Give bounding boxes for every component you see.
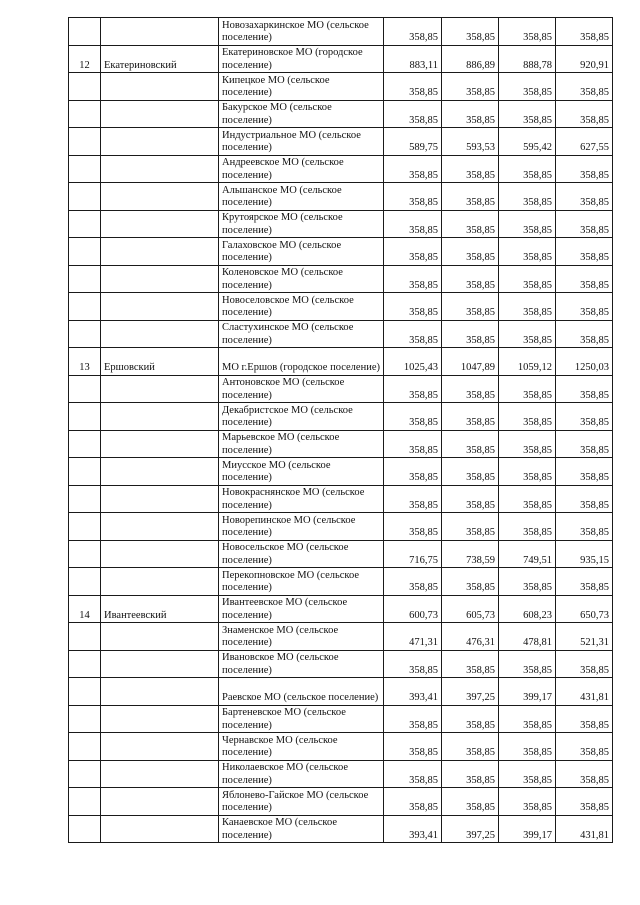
value-cell-2: 358,85 <box>442 760 499 788</box>
value-cell-1: 471,31 <box>384 623 442 651</box>
value-cell-2: 358,85 <box>442 458 499 486</box>
table-row <box>69 18 613 46</box>
value-cell-1: 716,75 <box>384 540 442 568</box>
value-cell-1: 1025,43 <box>384 348 442 376</box>
value-cell-3: 478,81 <box>499 623 556 651</box>
value-cell-1: 600,73 <box>384 595 442 623</box>
value-cell-4: 358,85 <box>556 73 613 101</box>
district-cell: Ершовский <box>101 348 219 376</box>
value-cell-1: 358,85 <box>384 705 442 733</box>
district-cell <box>101 430 219 458</box>
municipality-cell: Индустриальное МО (сельское поселение) <box>219 128 384 156</box>
municipality-cell: Николаевское МО (сельское поселение) <box>219 760 384 788</box>
value-cell-1: 358,85 <box>384 155 442 183</box>
table-row <box>69 210 613 238</box>
table-row <box>69 595 613 623</box>
district-cell <box>101 650 219 678</box>
value-cell-1: 358,85 <box>384 100 442 128</box>
row-number-cell <box>69 733 101 761</box>
district-cell <box>101 73 219 101</box>
value-cell-3: 888,78 <box>499 45 556 73</box>
value-cell-4: 358,85 <box>556 568 613 596</box>
municipality-cell: Миусское МО (сельское поселение) <box>219 458 384 486</box>
value-cell-2: 397,25 <box>442 678 499 706</box>
value-cell-3: 358,85 <box>499 375 556 403</box>
value-cell-4: 358,85 <box>556 760 613 788</box>
municipality-cell: МО г.Ершов (городское поселение) <box>219 348 384 376</box>
value-cell-1: 358,85 <box>384 458 442 486</box>
table-row <box>69 705 613 733</box>
value-cell-2: 358,85 <box>442 705 499 733</box>
value-cell-2: 358,85 <box>442 320 499 348</box>
table-row <box>69 73 613 101</box>
table-row <box>69 430 613 458</box>
value-cell-3: 1059,12 <box>499 348 556 376</box>
value-cell-3: 608,23 <box>499 595 556 623</box>
value-cell-1: 358,85 <box>384 650 442 678</box>
row-number-cell <box>69 320 101 348</box>
value-cell-3: 358,85 <box>499 293 556 321</box>
value-cell-2: 1047,89 <box>442 348 499 376</box>
value-cell-1: 358,85 <box>384 568 442 596</box>
municipality-cell: Ивантеевское МО (сельское поселение) <box>219 595 384 623</box>
value-cell-1: 358,85 <box>384 183 442 211</box>
value-cell-3: 358,85 <box>499 733 556 761</box>
tariff-table <box>68 17 613 843</box>
table-row <box>69 293 613 321</box>
value-cell-2: 358,85 <box>442 485 499 513</box>
value-cell-3: 358,85 <box>499 403 556 431</box>
district-cell <box>101 183 219 211</box>
table-row <box>69 320 613 348</box>
value-cell-1: 589,75 <box>384 128 442 156</box>
table-row <box>69 568 613 596</box>
district-cell <box>101 375 219 403</box>
district-cell <box>101 100 219 128</box>
value-cell-3: 358,85 <box>499 100 556 128</box>
municipality-cell: Антоновское МО (сельское поселение) <box>219 375 384 403</box>
table-row <box>69 155 613 183</box>
value-cell-1: 358,85 <box>384 788 442 816</box>
value-cell-3: 358,85 <box>499 458 556 486</box>
value-cell-2: 358,85 <box>442 375 499 403</box>
district-cell: Екатериновский <box>101 45 219 73</box>
district-cell <box>101 760 219 788</box>
value-cell-3: 358,85 <box>499 18 556 46</box>
municipality-cell: Новорепинское МО (сельское поселение) <box>219 513 384 541</box>
row-number-cell <box>69 183 101 211</box>
table-row <box>69 733 613 761</box>
value-cell-2: 358,85 <box>442 568 499 596</box>
table-row <box>69 128 613 156</box>
value-cell-1: 358,85 <box>384 265 442 293</box>
value-cell-3: 358,85 <box>499 183 556 211</box>
value-cell-3: 358,85 <box>499 155 556 183</box>
value-cell-4: 935,15 <box>556 540 613 568</box>
value-cell-3: 399,17 <box>499 678 556 706</box>
value-cell-1: 358,85 <box>384 293 442 321</box>
value-cell-2: 738,59 <box>442 540 499 568</box>
row-number-cell <box>69 815 101 843</box>
value-cell-3: 358,85 <box>499 513 556 541</box>
district-cell <box>101 458 219 486</box>
table-row <box>69 540 613 568</box>
value-cell-2: 605,73 <box>442 595 499 623</box>
municipality-cell: Андреевское МО (сельское поселение) <box>219 155 384 183</box>
municipality-cell: Раевское МО (сельское поселение) <box>219 678 384 706</box>
value-cell-2: 358,85 <box>442 403 499 431</box>
district-cell <box>101 265 219 293</box>
value-cell-3: 358,85 <box>499 73 556 101</box>
row-number-cell <box>69 375 101 403</box>
value-cell-4: 627,55 <box>556 128 613 156</box>
table-row <box>69 45 613 73</box>
municipality-cell: Чернавское МО (сельское поселение) <box>219 733 384 761</box>
value-cell-3: 595,42 <box>499 128 556 156</box>
municipality-cell: Знаменское МО (сельское поселение) <box>219 623 384 651</box>
municipality-cell: Новозахаркинское МО (сельское поселение) <box>219 18 384 46</box>
district-cell <box>101 540 219 568</box>
value-cell-4: 358,85 <box>556 210 613 238</box>
table-row <box>69 375 613 403</box>
value-cell-4: 358,85 <box>556 788 613 816</box>
table-row <box>69 815 613 843</box>
value-cell-2: 358,85 <box>442 238 499 266</box>
value-cell-2: 397,25 <box>442 815 499 843</box>
municipality-cell: Екатериновское МО (городское поселение) <box>219 45 384 73</box>
value-cell-4: 521,31 <box>556 623 613 651</box>
municipality-cell: Марьевское МО (сельское поселение) <box>219 430 384 458</box>
value-cell-4: 358,85 <box>556 238 613 266</box>
municipality-cell: Сластухинское МО (сельское поселение) <box>219 320 384 348</box>
value-cell-4: 431,81 <box>556 678 613 706</box>
value-cell-3: 358,85 <box>499 320 556 348</box>
value-cell-2: 358,85 <box>442 73 499 101</box>
value-cell-3: 358,85 <box>499 788 556 816</box>
value-cell-1: 358,85 <box>384 73 442 101</box>
municipality-cell: Яблонево-Гайское МО (сельское поселение) <box>219 788 384 816</box>
municipality-cell: Альшанское МО (сельское поселение) <box>219 183 384 211</box>
table-row <box>69 348 613 376</box>
municipality-cell: Перекопновское МО (сельское поселение) <box>219 568 384 596</box>
table-row <box>69 513 613 541</box>
value-cell-1: 393,41 <box>384 815 442 843</box>
table-row <box>69 485 613 513</box>
value-cell-1: 358,85 <box>384 733 442 761</box>
value-cell-2: 358,85 <box>442 513 499 541</box>
table-row <box>69 623 613 651</box>
row-number-cell <box>69 430 101 458</box>
table-body <box>69 18 613 843</box>
row-number-cell <box>69 265 101 293</box>
row-number-cell <box>69 760 101 788</box>
row-number-cell <box>69 705 101 733</box>
value-cell-2: 358,85 <box>442 430 499 458</box>
district-cell <box>101 293 219 321</box>
value-cell-2: 886,89 <box>442 45 499 73</box>
row-number-cell <box>69 293 101 321</box>
municipality-cell: Крутоярское МО (сельское поселение) <box>219 210 384 238</box>
value-cell-2: 358,85 <box>442 183 499 211</box>
district-cell <box>101 788 219 816</box>
district-cell <box>101 705 219 733</box>
district-cell <box>101 155 219 183</box>
value-cell-4: 358,85 <box>556 183 613 211</box>
value-cell-4: 358,85 <box>556 18 613 46</box>
row-number-cell <box>69 18 101 46</box>
table-row <box>69 788 613 816</box>
value-cell-1: 358,85 <box>384 210 442 238</box>
row-number-cell <box>69 678 101 706</box>
value-cell-2: 358,85 <box>442 293 499 321</box>
district-cell <box>101 623 219 651</box>
value-cell-4: 650,73 <box>556 595 613 623</box>
value-cell-4: 358,85 <box>556 403 613 431</box>
table-row <box>69 760 613 788</box>
municipality-cell: Новокраснянское МО (сельское поселение) <box>219 485 384 513</box>
value-cell-2: 358,85 <box>442 155 499 183</box>
value-cell-3: 358,85 <box>499 210 556 238</box>
table-row <box>69 458 613 486</box>
value-cell-3: 749,51 <box>499 540 556 568</box>
value-cell-2: 358,85 <box>442 100 499 128</box>
value-cell-1: 358,85 <box>384 403 442 431</box>
municipality-cell: Бартеневское МО (сельское поселение) <box>219 705 384 733</box>
value-cell-3: 358,85 <box>499 430 556 458</box>
district-cell <box>101 815 219 843</box>
district-cell: Ивантеевский <box>101 595 219 623</box>
value-cell-2: 358,85 <box>442 733 499 761</box>
row-number-cell <box>69 623 101 651</box>
municipality-cell: Бакурское МО (сельское поселение) <box>219 100 384 128</box>
value-cell-4: 358,85 <box>556 155 613 183</box>
value-cell-3: 358,85 <box>499 485 556 513</box>
table-row <box>69 183 613 211</box>
value-cell-3: 358,85 <box>499 265 556 293</box>
value-cell-2: 476,31 <box>442 623 499 651</box>
municipality-cell: Декабристское МО (сельское поселение) <box>219 403 384 431</box>
value-cell-1: 358,85 <box>384 238 442 266</box>
table-row <box>69 403 613 431</box>
value-cell-1: 358,85 <box>384 375 442 403</box>
district-cell <box>101 568 219 596</box>
district-cell <box>101 733 219 761</box>
value-cell-2: 358,85 <box>442 265 499 293</box>
value-cell-4: 358,85 <box>556 485 613 513</box>
value-cell-4: 431,81 <box>556 815 613 843</box>
district-cell <box>101 320 219 348</box>
municipality-cell: Новоселовское МО (сельское поселение) <box>219 293 384 321</box>
row-number-cell <box>69 238 101 266</box>
value-cell-4: 358,85 <box>556 293 613 321</box>
value-cell-3: 358,85 <box>499 238 556 266</box>
district-cell <box>101 485 219 513</box>
district-cell <box>101 403 219 431</box>
value-cell-3: 358,85 <box>499 705 556 733</box>
table-row <box>69 265 613 293</box>
value-cell-4: 358,85 <box>556 430 613 458</box>
table-row <box>69 678 613 706</box>
district-cell <box>101 513 219 541</box>
row-number-cell <box>69 210 101 238</box>
row-number-cell <box>69 788 101 816</box>
value-cell-3: 399,17 <box>499 815 556 843</box>
district-cell <box>101 128 219 156</box>
row-number-cell: 13 <box>69 348 101 376</box>
row-number-cell <box>69 155 101 183</box>
row-number-cell <box>69 100 101 128</box>
value-cell-1: 358,85 <box>384 430 442 458</box>
value-cell-1: 358,85 <box>384 513 442 541</box>
row-number-cell: 12 <box>69 45 101 73</box>
district-cell <box>101 678 219 706</box>
row-number-cell <box>69 128 101 156</box>
row-number-cell <box>69 568 101 596</box>
row-number-cell: 14 <box>69 595 101 623</box>
row-number-cell <box>69 513 101 541</box>
municipality-cell: Ивановское МО (сельское поселение) <box>219 650 384 678</box>
value-cell-4: 920,91 <box>556 45 613 73</box>
table-row <box>69 650 613 678</box>
table-row <box>69 100 613 128</box>
value-cell-4: 358,85 <box>556 100 613 128</box>
district-cell <box>101 18 219 46</box>
value-cell-4: 358,85 <box>556 320 613 348</box>
value-cell-4: 358,85 <box>556 375 613 403</box>
value-cell-2: 358,85 <box>442 210 499 238</box>
value-cell-3: 358,85 <box>499 650 556 678</box>
value-cell-1: 358,85 <box>384 18 442 46</box>
municipality-cell: Галаховское МО (сельское поселение) <box>219 238 384 266</box>
value-cell-1: 358,85 <box>384 760 442 788</box>
row-number-cell <box>69 458 101 486</box>
row-number-cell <box>69 485 101 513</box>
value-cell-3: 358,85 <box>499 760 556 788</box>
row-number-cell <box>69 650 101 678</box>
value-cell-1: 883,11 <box>384 45 442 73</box>
value-cell-4: 1250,03 <box>556 348 613 376</box>
municipality-cell: Новосельское МО (сельское поселение) <box>219 540 384 568</box>
district-cell <box>101 210 219 238</box>
municipality-cell: Кипецкое МО (сельское поселение) <box>219 73 384 101</box>
table-row <box>69 238 613 266</box>
value-cell-2: 358,85 <box>442 650 499 678</box>
value-cell-4: 358,85 <box>556 705 613 733</box>
value-cell-4: 358,85 <box>556 265 613 293</box>
row-number-cell <box>69 540 101 568</box>
district-cell <box>101 238 219 266</box>
value-cell-2: 358,85 <box>442 788 499 816</box>
value-cell-1: 393,41 <box>384 678 442 706</box>
value-cell-4: 358,85 <box>556 513 613 541</box>
value-cell-4: 358,85 <box>556 733 613 761</box>
value-cell-4: 358,85 <box>556 458 613 486</box>
value-cell-1: 358,85 <box>384 485 442 513</box>
document-page <box>68 17 613 843</box>
value-cell-3: 358,85 <box>499 568 556 596</box>
value-cell-2: 358,85 <box>442 18 499 46</box>
municipality-cell: Коленовское МО (сельское поселение) <box>219 265 384 293</box>
municipality-cell: Канаевское МО (сельское поселение) <box>219 815 384 843</box>
value-cell-4: 358,85 <box>556 650 613 678</box>
value-cell-1: 358,85 <box>384 320 442 348</box>
row-number-cell <box>69 403 101 431</box>
value-cell-2: 593,53 <box>442 128 499 156</box>
row-number-cell <box>69 73 101 101</box>
